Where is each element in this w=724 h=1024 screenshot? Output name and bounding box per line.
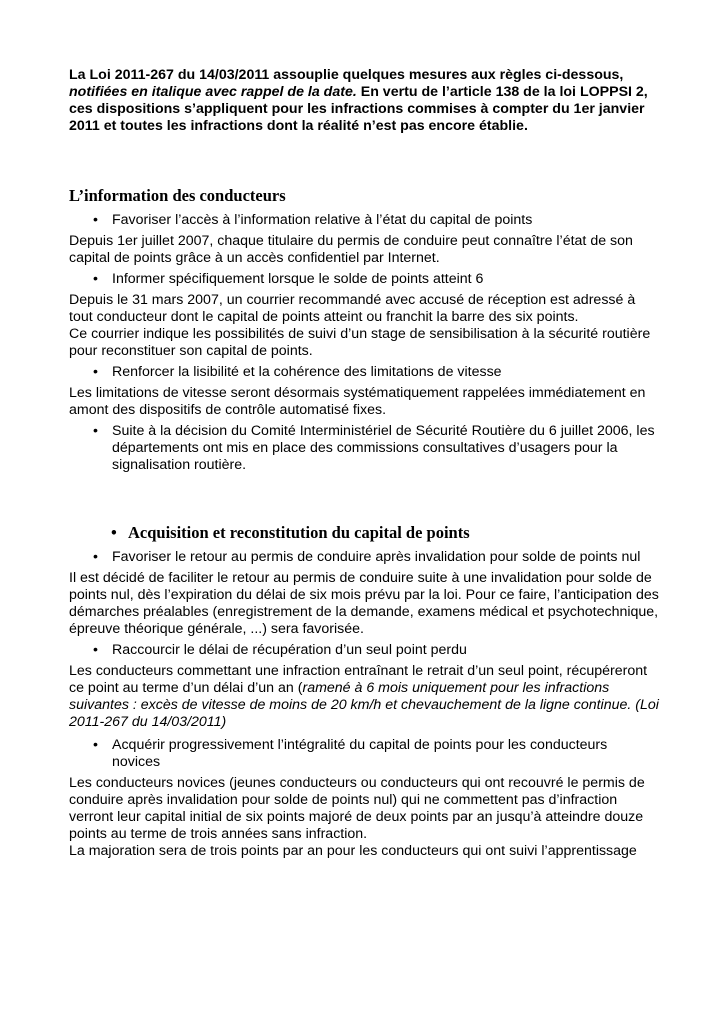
intro-text-2: En vertu de l’article 138 de la loi LOPPSI 2, ces dispositions s’appliquent pour les infractions commises à compter du 1er janvier 2011 et toutes les infractions dont la réalité n’est pas encore établie. [69, 84, 648, 134]
document-page [69, 67, 659, 860]
bullet-icon: • [93, 423, 98, 439]
paragraph: Ce courrier indique les possibilités de suivi d’un stage de sensibilisation à la sécurité routière pour reconstituer son capital de points. [69, 326, 651, 359]
intro-italic-text: notifiées en italique avec rappel de la date. [69, 84, 357, 100]
bullet-icon: • [93, 364, 98, 380]
paragraph: Depuis 1er juillet 2007, chaque titulaire du permis de conduire peut connaître l’état de son capital de points grâce à un accès confidentiel par Internet. [69, 233, 633, 266]
heading-bullet-icon: • [111, 523, 117, 542]
list-item-text: Renforcer la lisibilité et la cohérence des limitations de vitesse [112, 364, 502, 380]
paragraph-italic-text: ramené à 6 mois uniquement pour les infractions suivantes : excès de vitesse de moins de 20 km/h et chevauchement de la ligne continue. (Loi 2011-267 du 14/03/2011) [69, 680, 659, 730]
list-item [69, 737, 659, 771]
paragraph-text: Les conducteurs commettant une infraction entraînant le retrait d’un seul point, récupéreront ce point au terme d’un délai d’un an ( [69, 663, 648, 696]
list-item-text: Informer spécifiquement lorsque le solde de points atteint 6 [112, 271, 484, 287]
section-heading-acquisition [69, 523, 659, 543]
paragraph: Les limitations de vitesse seront désormais systématiquement rappelées immédiatement en amont des dispositifs de contrôle automatisé fixes. [69, 385, 646, 418]
list-item [69, 212, 659, 229]
bullet-icon: • [93, 642, 98, 658]
intro-paragraph [69, 67, 659, 135]
paragraph: La majoration sera de trois points par an pour les conducteurs qui ont suivi l’apprentissage [69, 843, 637, 859]
list-item [69, 271, 659, 288]
list-item-text: Acquérir progressivement l’intégralité du capital de points pour les conducteurs novices [112, 737, 608, 770]
section-heading-text: Acquisition et reconstitution du capital de points [128, 523, 470, 542]
list-item [69, 364, 659, 381]
bullet-icon: • [93, 212, 98, 228]
bullet-icon: • [93, 737, 98, 753]
section-heading-information: L’information des conducteurs [69, 186, 286, 205]
list-item-text: Suite à la décision du Comité Interministériel de Sécurité Routière du 6 juillet 2006, les départements ont mis en place des commissions consultatives d’usagers pour la signalisation routière. [112, 423, 655, 473]
list-item [69, 423, 659, 474]
paragraph: Les conducteurs novices (jeunes conducteurs ou conducteurs qui ont recouvré le permis de conduire après invalidation pour solde de points nul) qui ne commettent pas d’infraction verront leur capital initial de six points majoré de deux points par an jusqu’à atteindre douze points au terme de trois années sans infraction. [69, 775, 645, 842]
bullet-icon: • [93, 549, 98, 565]
list-item-text: Favoriser le retour au permis de conduire après invalidation pour solde de points nul [112, 549, 641, 565]
paragraph: Il est décidé de faciliter le retour au permis de conduire suite à une invalidation pour solde de points nul, dès l’expiration du délai de six mois prévu par la loi. Pour ce faire, l’anticipation des démarches préalables (enregistrement de la demande, examens médical et psychotechnique, épreuve théorique générale, ...) sera favorisée. [69, 570, 659, 637]
list-item-text: Raccourcir le délai de récupération d’un seul point perdu [112, 642, 467, 658]
paragraph: Depuis le 31 mars 2007, un courrier recommandé avec accusé de réception est adressé à tout conducteur dont le capital de points atteint ou franchit la barre des six points. [69, 292, 636, 325]
list-item [69, 549, 659, 566]
list-item-text: Favoriser l’accès à l’information relative à l’état du capital de points [112, 212, 533, 228]
paragraph [69, 663, 659, 731]
intro-text-1: La Loi 2011-267 du 14/03/2011 assouplie quelques mesures aux règles ci-dessous, [69, 67, 624, 83]
list-item [69, 642, 659, 659]
bullet-icon: • [93, 271, 98, 287]
